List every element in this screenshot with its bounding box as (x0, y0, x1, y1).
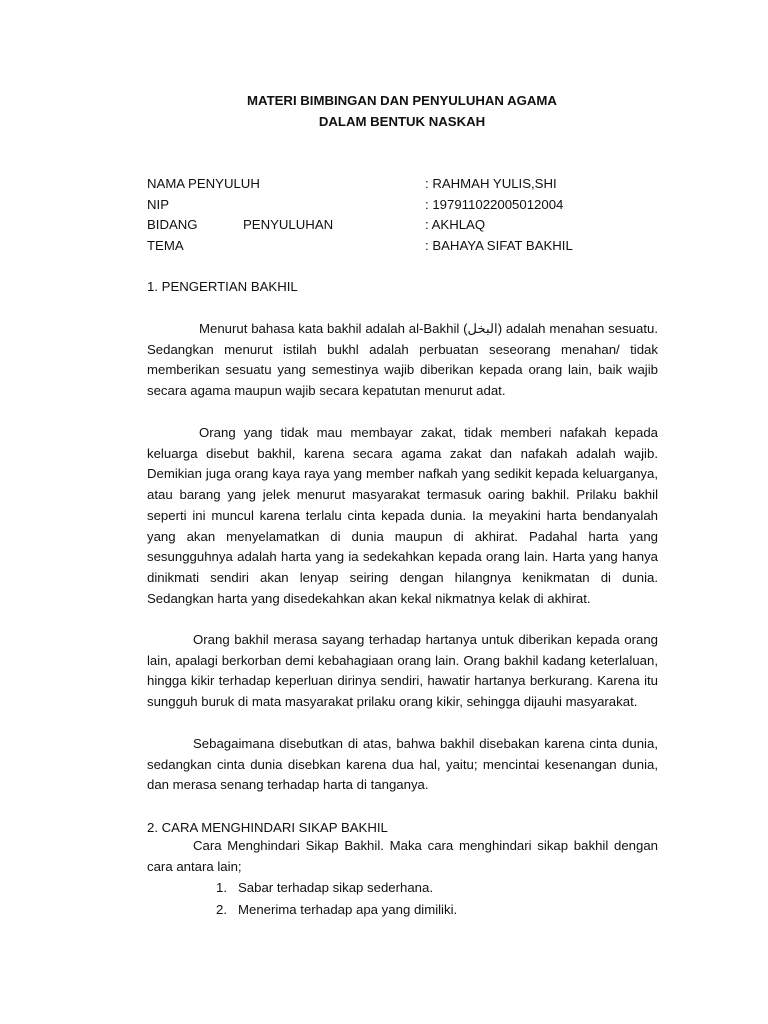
section-heading-definition: 1. PENGERTIAN BAKHIL (147, 279, 298, 294)
metadata-label: NAMA PENYULUH (147, 176, 260, 191)
paragraph: Cara Menghindari Sikap Bakhil. Maka cara menghindari sikap bakhil dengan cara antara lain; (147, 838, 658, 874)
metadata-label: NIP (147, 196, 169, 212)
list-item-number: 1. (216, 880, 227, 895)
metadata-label: BIDANG (147, 217, 198, 233)
metadata-row (147, 195, 667, 216)
list-item (147, 900, 658, 922)
metadata-table (147, 174, 667, 257)
paragraph: Menurut bahasa kata bakhil adalah al-Bakhil (البخل) adalah menahan sesuatu. Sedangkan menurut istilah bukhl adalah perbuatan seseorang menahan/ tidak memberikan sesuatu yang semestinya wajib diberikan kepada orang lain, baik wajib secara agama maupun wajib secara kepatutan menurut adat. (147, 321, 659, 399)
list-item (147, 878, 658, 900)
metadata-value: : AKHLAQ (425, 217, 486, 233)
metadata-row (147, 236, 667, 257)
metadata-row (147, 215, 667, 236)
paragraph: Orang bakhil merasa sayang terhadap hartanya untuk diberikan kepada orang lain, apalagi berkorban demi kebahagiaan orang lain. Orang bakhil kadang keterlaluan, hingga kikir terhadap keperluan dirinya sendiri, hawatir hartanya berkurang. Karena itu sungguh buruk di mata masyarakat prilaku orang kikir, sehingga dijauhi masyarakat. (147, 632, 658, 710)
list-item-number: 2. (216, 902, 227, 917)
section-heading-avoidance: 2. CARA MENGHINDARI SIKAP BAKHIL (147, 820, 388, 835)
metadata-value: : BAHAYA SIFAT BAKHIL (425, 238, 573, 254)
list-item-text: Menerima terhadap apa yang dimiliki. (238, 902, 458, 917)
metadata-value: : 197911022005012004 (425, 196, 564, 212)
metadata-value: : RAHMAH YULIS,SHI (425, 176, 557, 191)
metadata-label-continuation: PENYULUHAN (243, 217, 334, 233)
metadata-row (147, 174, 667, 195)
document-title-line-1: MATERI BIMBINGAN DAN PENYULUHAN AGAMA (247, 93, 557, 108)
paragraph: Orang yang tidak mau membayar zakat, tidak memberi nafakah kepada keluarga disebut bakhil, karena secara agama zakat dan nafakah adalah wajib. Demikian juga orang kaya raya yang member nafkah yang sedikit kepada keluarganya, atau barang yang jelek menurut masyarakat termasuk oaring bakhil. Prilaku bakhil seperti ini muncul karena terlalu cinta kepada dunia. Ia meyakini harta bendanyalah yang akan menyelamatkan di dunia maupun di akhirat. Padahal harta yang sesungguhnya adalah harta yang ia sedekahkan kepada orang lain. Harta yang hanya dinikmati sendiri akan lenyap seiring dengan hilangnya kenikmatan di dunia. Sedangkan harta yang disedekahkan akan kekal nikmatnya kelak di akhirat. (147, 425, 658, 606)
document-title-line-2: DALAM BENTUK NASKAH (318, 114, 486, 129)
metadata-label: TEMA (147, 238, 184, 254)
list-item-text: Sabar terhadap sikap sederhana. (238, 880, 434, 895)
paragraph: Sebagaimana disebutkan di atas, bahwa bakhil disebakan karena cinta dunia, sedangkan cinta dunia disebkan karena dua hal, yaitu; mencintai kesenangan dunia, dan merasa senang terhadap harta di tanganya. (147, 736, 658, 793)
numbered-list (147, 878, 658, 922)
